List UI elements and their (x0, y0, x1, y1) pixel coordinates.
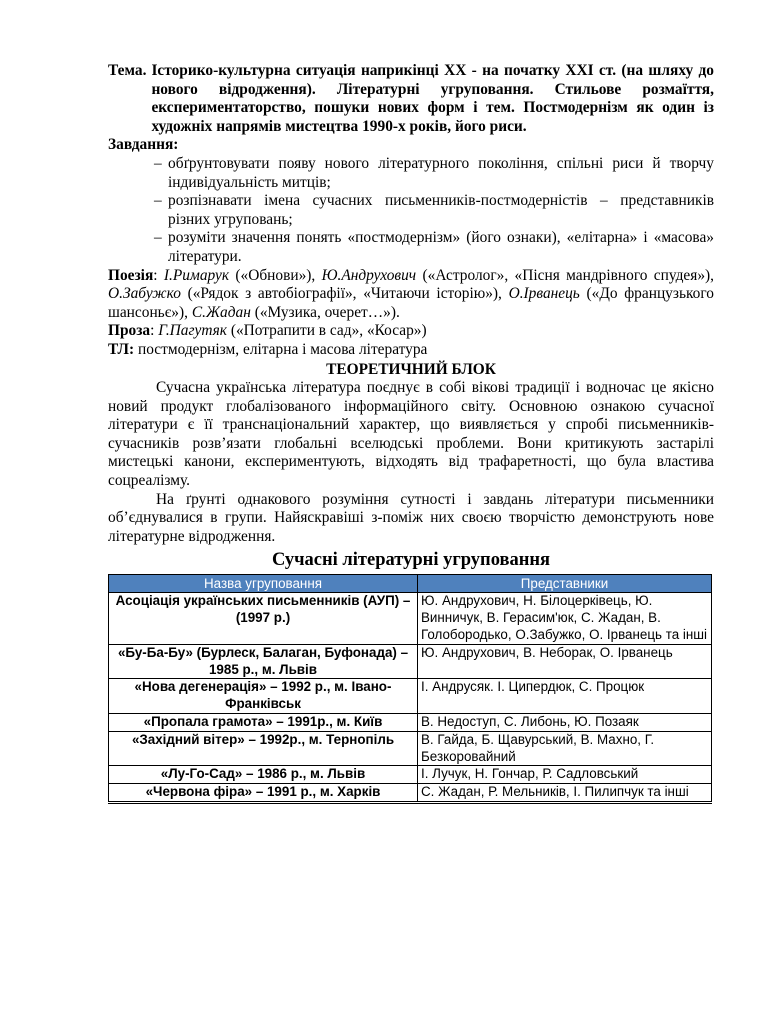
column-header-name: Назва угруповання (109, 575, 418, 593)
tasks-list (108, 155, 714, 267)
task-text: розуміти значення понять «постмодернізм» (його ознаки), «елітарна» і «масова» літератури. (168, 229, 714, 265)
group-name-cell: «Бу-Ба-Бу» (Бурлеск, Балаган, Буфонада) – 1985 р., м. Львів (109, 644, 418, 679)
prose-paragraph: Проза: Г.Пагутяк («Потрапити в сад», «Косар») (108, 322, 427, 340)
table-row (109, 679, 712, 714)
table-row (109, 714, 712, 732)
group-members-cell: Ю. Андрухович, Н. Білоцерківець, Ю. Винничук, В. Герасим'юк, С. Жадан, В. Голобородько, О.Забужко, О. Ірванець та інші (418, 593, 712, 644)
table-row (109, 593, 712, 644)
table-header-row (109, 575, 712, 593)
poetry-title: («Рядок з автобіографії», «Читаючи історію»), (187, 285, 502, 303)
group-members-cell: Ю. Андрухович, В. Неборак, О. Ірванець (418, 644, 712, 679)
task-text: розпізнавати імена сучасних письменників-постмодерністів – представників різних угруповань; (168, 192, 714, 228)
table-row (109, 731, 712, 766)
task-item: – розпізнавати імена сучасних письменників-постмодерністів – представників різних угруповань; (154, 192, 714, 228)
poetry-author: О.Ірванець (508, 285, 580, 303)
poetry-title: («Музика, очерет…»). (254, 303, 400, 321)
topic-block (108, 62, 714, 136)
tl-paragraph (108, 341, 714, 360)
poetry-title: («До французького шансоньє»), (108, 285, 714, 321)
poetry-author: І.Римарук (163, 266, 230, 284)
group-name-cell: Асоціація українських письменників (АУП) – (1997 р.) (109, 593, 418, 644)
tl-label: ТЛ: (108, 340, 135, 358)
poetry-paragraph: Поезія: І.Римарук («Обнови»), Ю.Андрухович («Астролог», «Пісня мандрівного спудея»), О.Забужко («Рядок з автобіографії», «Читаючи історію»), О.Ірванець («До французького шансоньє»), С.Жадан («Музика, очерет…»). (108, 266, 714, 321)
table-row (109, 766, 712, 784)
tl-text: постмодернізм, елітарна і масова література (137, 340, 428, 358)
group-name-cell: «Лу-Го-Сад» – 1986 р., м. Львів (109, 766, 418, 784)
task-item: – обґрунтовувати появу нового літературного покоління, спільні риси й творчу індивідуальність митців; (154, 154, 714, 191)
topic-label: Тема. (108, 62, 147, 79)
group-name-cell: «Нова дегенерація» – 1992 р., м. Івано-Франківськ (109, 679, 418, 714)
task-item: – розуміти значення понять «постмодернізм» (його ознаки), «елітарна» і «масова» літератури. (154, 229, 714, 265)
poetry-title: («Астролог», «Пісня мандрівного спудея»), (422, 266, 714, 284)
poetry-title: («Обнови»), (235, 266, 316, 284)
group-name-cell: «Червона фіра» – 1991 р., м. Харків (109, 784, 418, 803)
document-page (108, 62, 714, 804)
topic-text: Історико-культурна ситуація наприкінці XX - на початку XXI ст. (на шляху до нового відродження). Літературні угруповання. Стильове розмаїття, експериментаторство, пошуки нових форм і тем. Постмодернізм як один із художніх напрямів мистецтва 1990-х років, його риси. (151, 62, 714, 135)
table-row (109, 644, 712, 679)
poetry-author: О.Забужко (108, 285, 181, 303)
group-members-cell: І. Андрусяк. І. Ципердюк, С. Процюк (418, 679, 712, 714)
group-name-cell: «Пропала грамота» – 1991р., м. Київ (109, 714, 418, 732)
group-members-cell: С. Жадан, Р. Мельників, І. Пилипчук та інші (418, 784, 712, 803)
poetry-label: Поезія (108, 266, 154, 284)
group-members-cell: І. Лучук, Н. Гончар, Р. Садловський (418, 766, 712, 784)
poetry-author: Ю.Андрухович (321, 266, 417, 284)
task-text: обґрунтовувати появу нового літературного покоління, спільні риси й творчу індивідуальність митців; (168, 154, 714, 191)
prose-label: Проза (108, 322, 151, 340)
table-title: Сучасні літературні угруповання (271, 550, 551, 571)
table-row (109, 784, 712, 803)
column-header-members: Представники (418, 575, 712, 593)
theory-paragraph-1: Сучасна українська література поєднує в собі вікові традиції і водночас це якісно новий продукт глобалізованого інформаційного світу. Основною ознакою сучасної літератури є її транснаціональний характер, що виявляється у спробі письменників-сучасників розв’язати глобальні вселюдські проблеми. Вони критикують застарілі мистецькі канони, експериментують, відходять від трафаретності, що була властива соцреалізму. (108, 379, 714, 490)
theory-paragraph-2: На ґрунті однакового розуміння сутності і завдань літератури письменники об’єднувалися в групи. Найяскравіші з-поміж них своєю творчістю демонструють нове літературне відродження. (108, 490, 714, 545)
group-members-cell: В. Недоступ, С. Либонь, Ю. Позаяк (418, 714, 712, 732)
tasks-heading: Завдання: (108, 136, 179, 154)
group-name-cell: «Західний вітер» – 1992р., м. Тернопіль (109, 731, 418, 766)
groups-table (108, 574, 712, 804)
theory-heading: ТЕОРЕТИЧНИЙ БЛОК (326, 360, 496, 378)
prose-author: Г.Пагутяк (158, 322, 227, 340)
prose-titles: («Потрапити в сад», «Косар») (230, 322, 427, 340)
group-members-cell: В. Гайда, Б. Щавурський, В. Махно, Г. Безкоровайний (418, 731, 712, 766)
poetry-author: С.Жадан (191, 303, 251, 321)
